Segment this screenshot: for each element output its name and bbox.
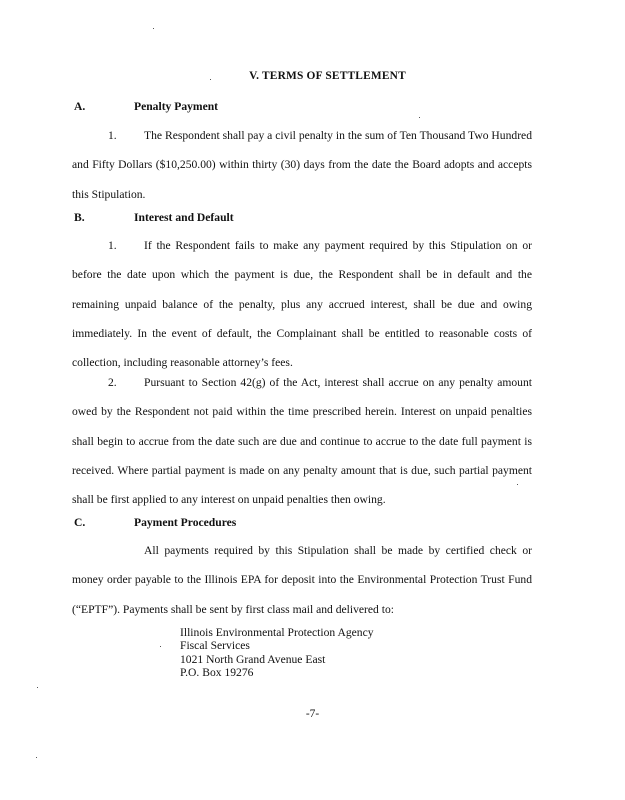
scan-speck bbox=[419, 117, 420, 118]
section-c-title: Payment Procedures bbox=[134, 516, 237, 529]
section-a-letter: A. bbox=[74, 100, 86, 113]
section-c-paragraph-1 bbox=[72, 536, 532, 624]
paragraph-text: If the Respondent fails to make any payment required by this Stipulation on or before the date upon which the payment is due, the Respondent shall be in default and the remaining unpaid balance of the penalty, plus any accrued interest, shall be due and owing immediately. In the event of default, the Complainant shall be entitled to reasonable costs of collection, including reasonable attorney’s fees. bbox=[72, 239, 532, 370]
section-title: V. TERMS OF SETTLEMENT bbox=[249, 70, 406, 82]
section-c-letter: C. bbox=[74, 516, 86, 529]
paragraph-number: 1. bbox=[108, 129, 117, 142]
scan-speck bbox=[210, 79, 211, 80]
page-number: -7- bbox=[305, 708, 320, 720]
section-a-title: Penalty Payment bbox=[134, 100, 219, 113]
section-b-paragraph-1 bbox=[72, 231, 532, 377]
scan-speck bbox=[36, 757, 37, 758]
paragraph-text: The Respondent shall pay a civil penalty in the sum of Ten Thousand Two Hundred and Fifty Dollars ($10,250.00) within thirty (30) days from the date the Board adopts and accepts this Stipulation. bbox=[72, 129, 532, 201]
section-b-paragraph-2 bbox=[72, 368, 532, 514]
section-c-heading bbox=[74, 516, 236, 529]
scan-speck bbox=[37, 687, 38, 688]
address-line: Fiscal Services bbox=[180, 639, 250, 653]
section-a-heading bbox=[74, 100, 218, 113]
mailing-address bbox=[180, 626, 374, 680]
paragraph-text: Pursuant to Section 42(g) of the Act, interest shall accrue on any penalty amount owed by the Respondent not paid within the time prescribed herein. Interest on unpaid penalties shall begin to accrue from the date such are due and continue to accrue to the date full payment is received. Where partial payment is made on any penalty amount that is due, such partial payment shall be first applied to any interest on unpaid penalties then owing. bbox=[72, 376, 532, 507]
section-a-paragraph-1 bbox=[72, 121, 532, 209]
section-b-heading bbox=[74, 211, 234, 224]
paragraph-text: All payments required by this Stipulation shall be made by certified check or money order payable to the Illinois EPA for deposit into the Environmental Protection Trust Fund (“EPTF”). Payments shall be sent by first class mail and delivered to: bbox=[72, 544, 532, 616]
address-line: Illinois Environmental Protection Agency bbox=[180, 626, 374, 639]
paragraph-number: 2. bbox=[108, 376, 117, 389]
address-line: P.O. Box 19276 bbox=[180, 666, 254, 680]
paragraph-number: 1. bbox=[108, 239, 117, 252]
section-b-title: Interest and Default bbox=[134, 211, 234, 224]
address-line: 1021 North Grand Avenue East bbox=[180, 652, 326, 666]
scan-speck bbox=[160, 646, 161, 647]
scan-speck bbox=[517, 484, 518, 485]
scan-speck bbox=[153, 28, 154, 29]
section-b-letter: B. bbox=[74, 211, 85, 224]
